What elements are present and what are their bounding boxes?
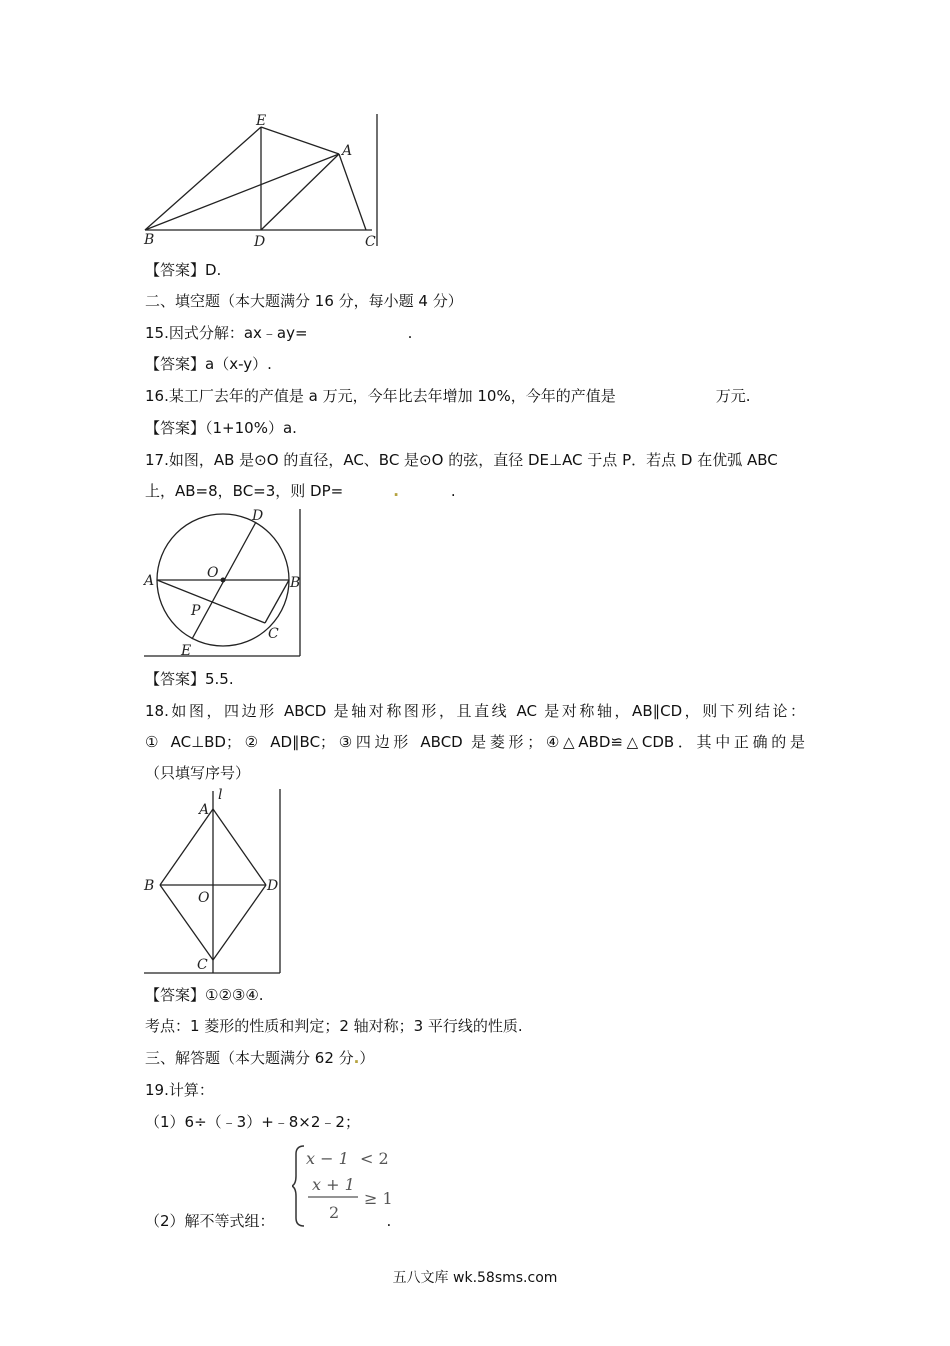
label-a: A bbox=[144, 573, 155, 589]
answer-14: 【答案】D. bbox=[145, 261, 222, 279]
footer-watermark: 五八文库 wk.58sms.com bbox=[392, 1270, 558, 1286]
question-17-text: 上，AB=8，BC=3，则 DP= bbox=[145, 482, 344, 500]
question-18-line-1: 18.如图，四边形 ABCD 是轴对称图形，且直线 AC 是对称轴，AB∥CD，则下列结论： bbox=[145, 702, 805, 720]
question-16-unit: 万元. bbox=[715, 387, 751, 405]
answer-16: 【答案】（1+10%）a. bbox=[145, 419, 297, 437]
label-a: A bbox=[342, 143, 353, 159]
ineq1-lhs: x − 1 bbox=[306, 1149, 349, 1168]
question-17-line-1: 17.如图，AB 是⊙O 的直径，AC、BC 是⊙O 的弦，直径 DE⊥AC 于点 P．若点 D 在优弧 ABC bbox=[145, 451, 778, 469]
question-16 bbox=[145, 386, 750, 406]
figure-rhombus-abcd bbox=[140, 785, 288, 980]
question-17-line-2 bbox=[145, 481, 456, 501]
question-19-part-2-text: （2）解不等式组： bbox=[145, 1212, 275, 1230]
section-3-text: 三、解答题（本大题满分 62 分 bbox=[145, 1049, 354, 1067]
label-o: O bbox=[198, 890, 210, 906]
ineq1-rel: < 2 bbox=[360, 1149, 389, 1168]
label-a: A bbox=[199, 802, 210, 818]
question-19-part-1: （1）6÷（﹣3）+﹣8×2﹣2； bbox=[145, 1113, 360, 1131]
question-19: 19.计算： bbox=[145, 1081, 214, 1099]
question-19-part-2-end: . bbox=[386, 1212, 392, 1230]
label-c: C bbox=[197, 957, 208, 973]
label-b: B bbox=[144, 878, 155, 894]
label-e: E bbox=[181, 643, 192, 659]
label-e: E bbox=[256, 113, 267, 129]
question-15 bbox=[145, 323, 412, 343]
label-c: C bbox=[268, 626, 279, 642]
label-b: B bbox=[290, 575, 301, 591]
label-p: P bbox=[191, 603, 201, 619]
answer-18: 【答案】①②③④. bbox=[145, 986, 264, 1004]
answer-17: 【答案】5.5. bbox=[145, 670, 234, 688]
label-d: D bbox=[254, 234, 266, 250]
question-16-text: 16.某工厂去年的产值是 a 万元，今年比去年增加 10%，今年的产值是 bbox=[145, 387, 616, 405]
label-o: O bbox=[207, 565, 219, 581]
figure-triangle-ebdac bbox=[140, 110, 385, 250]
question-17-dot: . bbox=[393, 482, 399, 500]
section-2-heading: 二、填空题（本大题满分 16 分，每小题 4 分） bbox=[145, 292, 463, 310]
ineq2-numerator: x + 1 bbox=[312, 1175, 355, 1194]
question-17-end: . bbox=[450, 482, 456, 500]
label-b: B bbox=[144, 232, 155, 248]
figure-circle-o bbox=[140, 505, 310, 665]
label-d: D bbox=[267, 878, 279, 894]
label-c: C bbox=[365, 234, 376, 250]
label-d: D bbox=[252, 508, 264, 524]
section-3-heading: 三、解答题（本大题满分 62 分.） bbox=[145, 1049, 375, 1067]
question-18-line-3: （只填写序号） bbox=[145, 764, 251, 782]
question-19-part-2 bbox=[145, 1211, 391, 1231]
section-3-tail: ） bbox=[359, 1049, 375, 1067]
answer-15: 【答案】a（x-y）. bbox=[145, 355, 272, 373]
question-15-end: . bbox=[407, 324, 413, 342]
kaodian-note: 考点：1 菱形的性质和判定；2 轴对称；3 平行线的性质. bbox=[145, 1017, 523, 1035]
ineq2-denominator: 2 bbox=[329, 1203, 340, 1222]
question-15-text: 15.因式分解：ax﹣ay= bbox=[145, 324, 308, 342]
ineq2-rel: ≥ 1 bbox=[364, 1189, 393, 1208]
label-l: l bbox=[218, 787, 223, 803]
question-18-line-2: ① AC⊥BD；② AD∥BC；③四边形 ABCD 是菱形；④△ABD≌△CDB．其中正确的是 bbox=[145, 733, 805, 751]
